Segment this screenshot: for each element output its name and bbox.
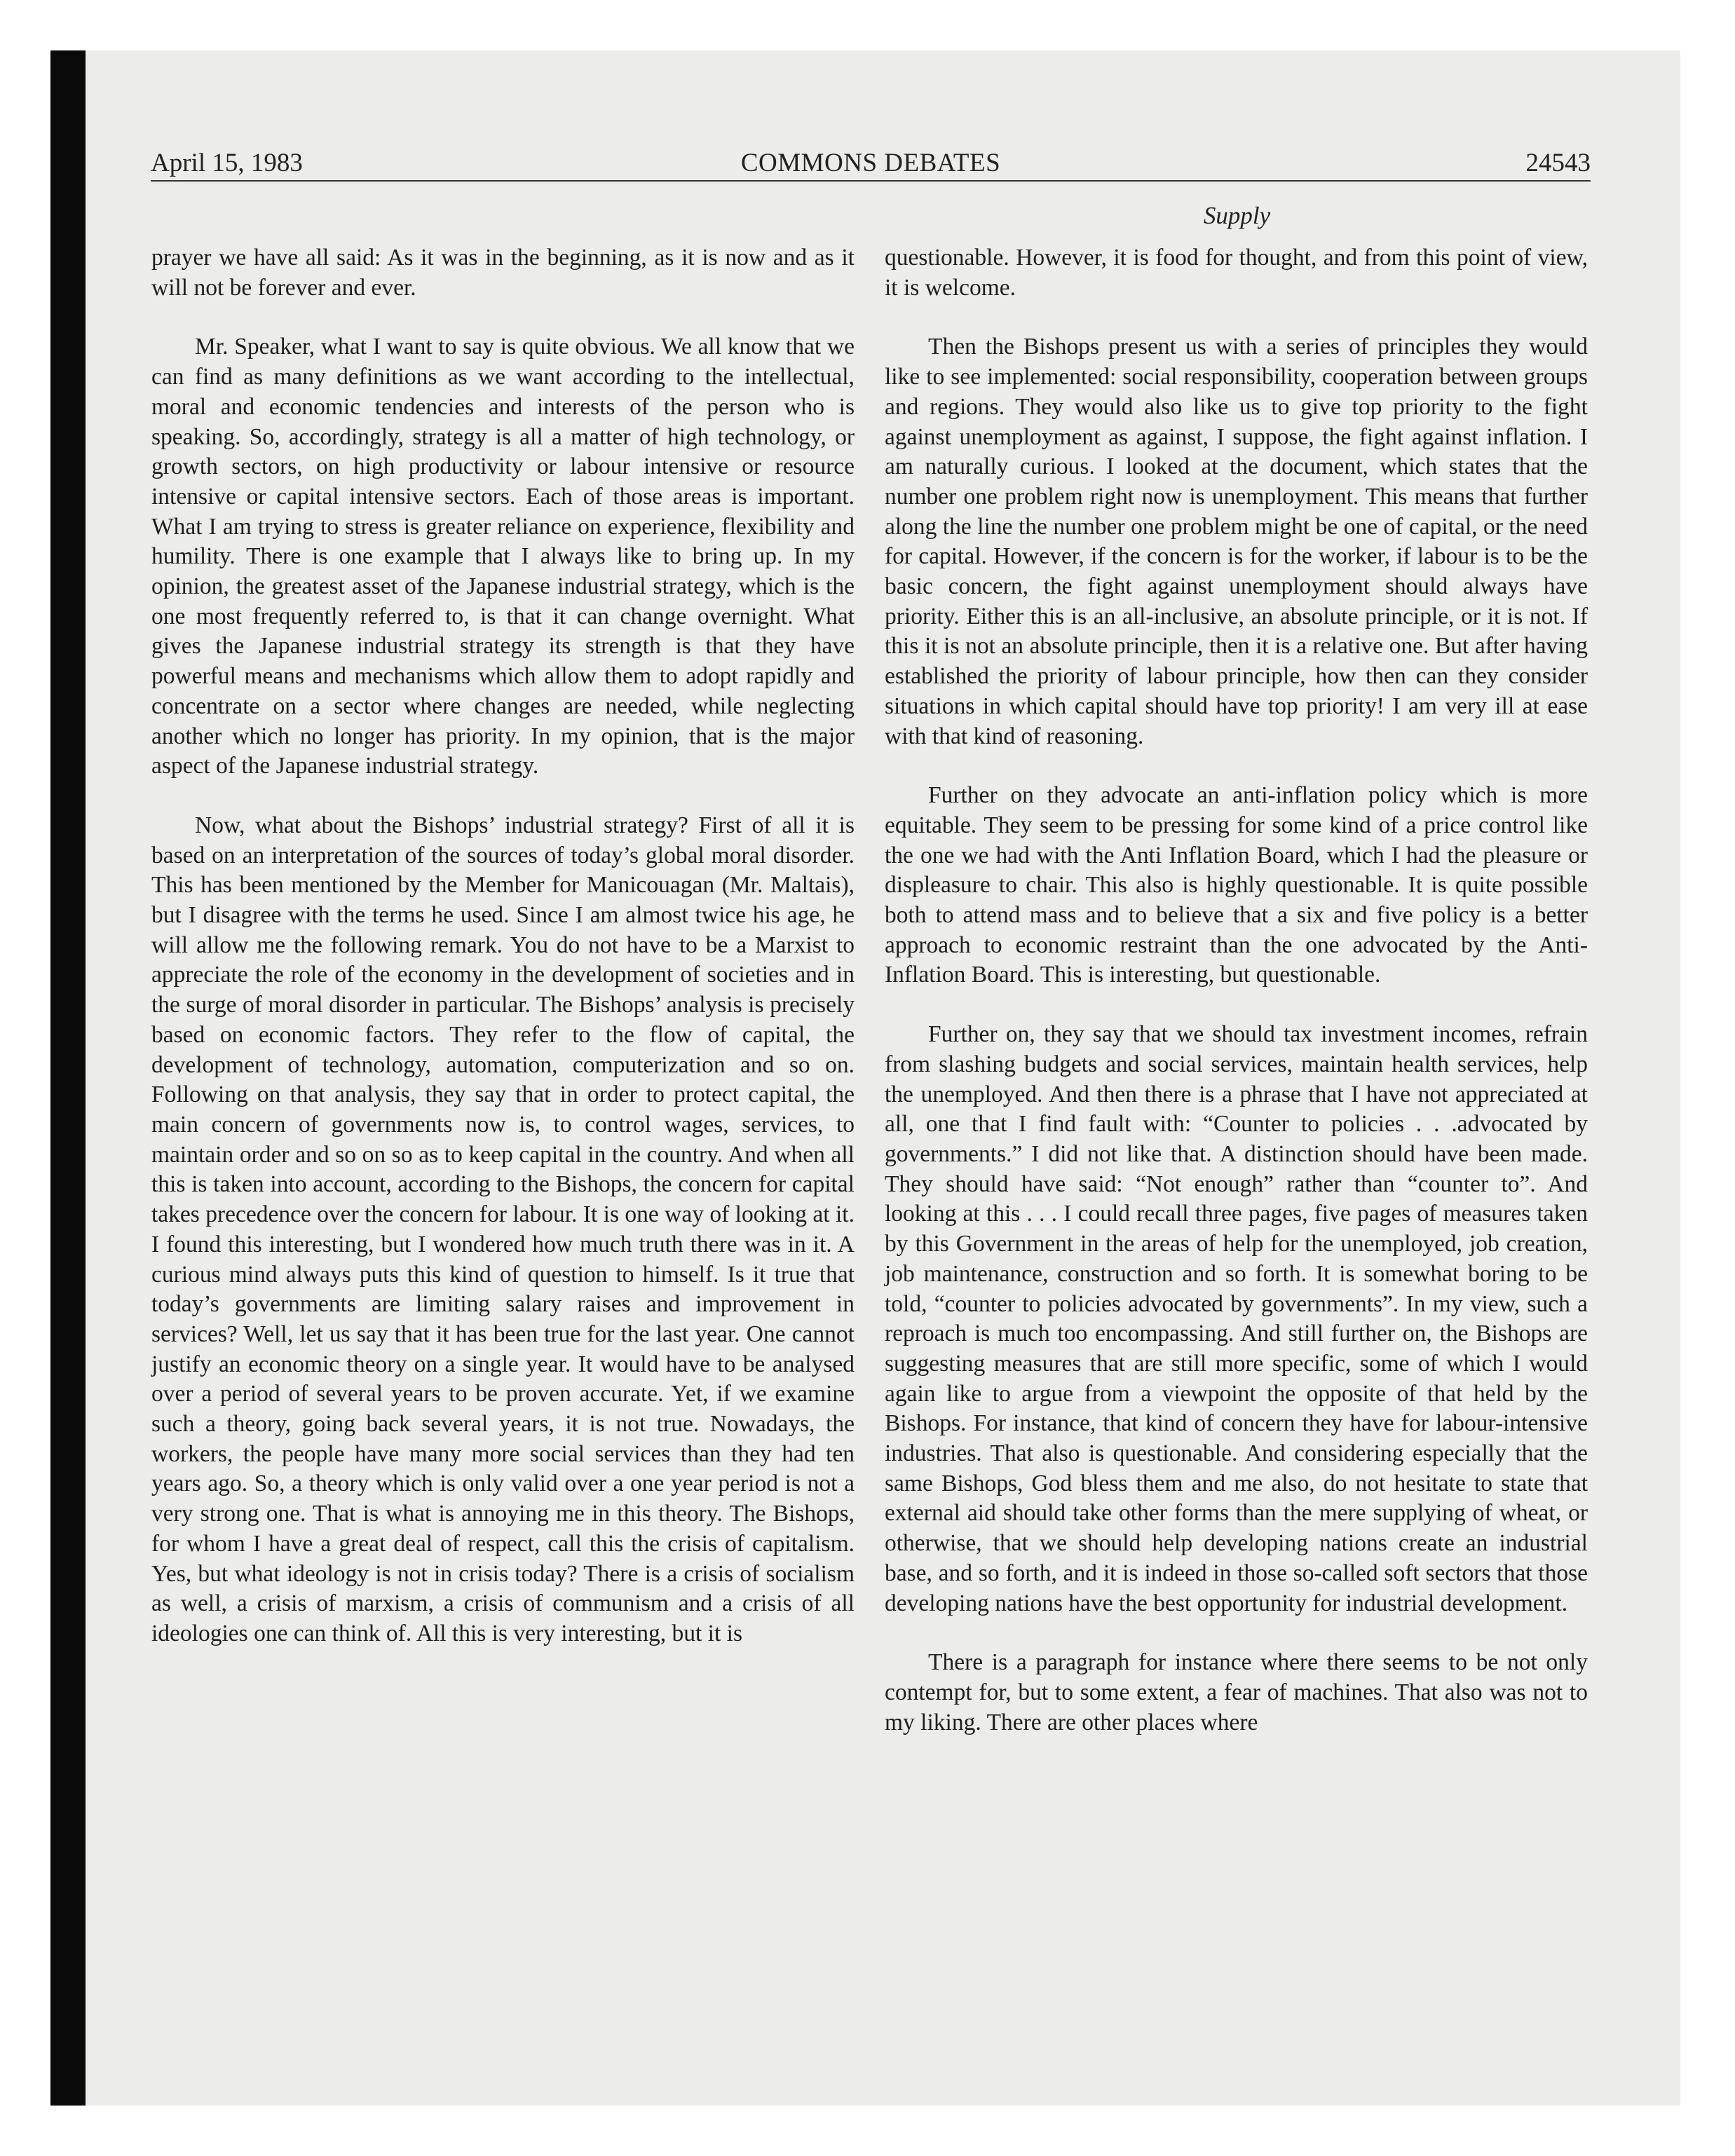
right-paragraph-4: Further on, they say that we should tax investment incomes, refrain from slashing budgets and social services, maintain health services, help the unemployed. And then there is a phrase that I have not appreciated at all, one that I find fault with: “Counter to policies . . .advocated by governments.” I did not like that. A distinction should have been made. They should have said: “Not enough” rather than “counter to”. And looking at this . . . I could recall three pages, five pages of measures taken by this Government in the areas of help for the unemployed, job creation, job maintenance, construction and so forth. It is somewhat boring to be told, “counter to policies advocated by governments”. In my view, such a reproach is much too encompassing. And still further on, the Bishops are suggesting measures that are still more specific, some of which I would again like to argue from a viewpoint the opposite of that held by the Bishops. For instance, that kind of concern they have for labour-intensive industries. That also is questionable. And considering especially that the same Bishops, God bless them and me also, do not hesitate to state that external aid should take other forms than the mere supplying of wheat, or otherwise, that we should help developing nations create an industrial base, and so forth, and it is indeed in those so-called soft sectors that those developing nations have the best opportunity for industrial development. xyxy=(885,1021,1588,1616)
header-rule xyxy=(151,180,1591,182)
header-title: COMMONS DEBATES xyxy=(740,149,1001,177)
left-paragraph-1: prayer we have all said: As it was in the beginning, as it is now and as it will not be forever and ever. xyxy=(151,245,855,301)
right-paragraph-3: Further on they advocate an anti-inflation policy which is more equitable. They seem to be pressing for some kind of a price control like the one we had with the Anti Inflation Board, which I had the pleasure or displeasure to chair. This also is highly questionable. It is quite possible both to attend mass and to believe that a six and five policy is a better approach to economic restraint than the one advocated by the Anti-Inflation Board. This is interesting, but questionable. xyxy=(885,782,1588,988)
section-label: Supply xyxy=(1203,202,1271,229)
left-paragraph-3: Now, what about the Bishops’ industrial strategy? First of all it is based on an interpretation of the sources of today’s global moral disorder. This has been mentioned by the Member for Manicouagan (Mr. Maltais), but I disagree with the terms he used. Since I am almost twice his age, he will allow me the following remark. You do not have to be a Marxist to appreciate the role of the economy in the development of societies and in the surge of moral disorder in particular. The Bishops’ analysis is precisely based on economic factors. They refer to the flow of capital, the development of technology, automation, computerization and so on. Following on that analysis, they say that in order to protect capital, the main concern of governments now is, to control wages, services, to maintain order and so on so as to keep capital in the country. And when all this is taken into account, according to the Bishops, the concern for capital takes precedence over the concern for labour. It is one way of looking at it. I found this interesting, but I wondered how much truth there was in it. A curious mind always puts this kind of question to himself. Is it true that today’s governments are limiting salary raises and improvement in services? Well, let us say that it has been true for the last year. One cannot justify an economic theory on a single year. It would have to be analysed over a period of several years to be proven accurate. Yet, if we examine such a theory, going back several years, it is not true. Nowadays, the workers, the people have many more social services than they had ten years ago. So, a theory which is only valid over a one year period is not a very strong one. That is what is annoying me in this theory. The Bishops, for whom I have a great deal of respect, call this the crisis of capitalism. Yes, but what ideology is not in crisis today? There is a crisis of socialism as well, a crisis of marxism, a crisis of communism and a crisis of all ideologies one can think of. All this is very interesting, but it is xyxy=(151,812,855,1646)
binding-edge xyxy=(50,50,86,2106)
right-paragraph-1: questionable. However, it is food for thought, and from this point of view, it is welcome. xyxy=(885,245,1588,301)
right-column xyxy=(885,243,1588,1767)
left-paragraph-2: Mr. Speaker, what I want to say is quite obvious. We all know that we can find as many definitions as we want according to the intellectual, moral and economic tendencies and interests of the person who is speaking. So, accordingly, strategy is all a matter of high technology, or growth sectors, on high productivity or labour intensive or resource intensive or capital intensive sectors. Each of those areas is important. What I am trying to stress is greater reliance on experience, flexibility and humility. There is one example that I always like to bring up. In my opinion, the greatest asset of the Japanese industrial strategy, which is the one most frequently referred to, is that it can change overnight. What gives the Japanese industrial strategy its strength is that they have powerful means and mechanisms which allow them to adopt rapidly and concentrate on a sector where changes are needed, while neglecting another which no longer has priority. In my opinion, that is the major aspect of the Japanese industrial strategy. xyxy=(151,334,855,779)
header-page-number: 24543 xyxy=(1525,149,1591,177)
running-header xyxy=(151,146,1591,181)
header-date: April 15, 1983 xyxy=(151,149,303,177)
right-paragraph-5: There is a paragraph for instance where there seems to be not only contempt for, but to some extent, a fear of machines. That also was not to my liking. There are other places where xyxy=(885,1649,1588,1735)
right-paragraph-2: Then the Bishops present us with a series of principles they would like to see implemented: social responsibility, cooperation between groups and regions. They would also like us to give top priority to the fight against unemployment as against, I suppose, the fight against inflation. I am naturally curious. I looked at the document, which states that the number one problem right now is unemployment. This means that further along the line the number one problem might be one of capital, or the need for capital. However, if the concern is for the worker, if labour is to be the basic concern, the fight against unemployment should always have priority. Either this is an all-inclusive, an absolute principle, or it is not. If this it is not an absolute principle, then it is a relative one. But after having established the priority of labour principle, how then can they consider situations in which capital should have top priority! I am very ill at ease with that kind of reasoning. xyxy=(885,334,1588,749)
left-column xyxy=(151,243,855,1679)
